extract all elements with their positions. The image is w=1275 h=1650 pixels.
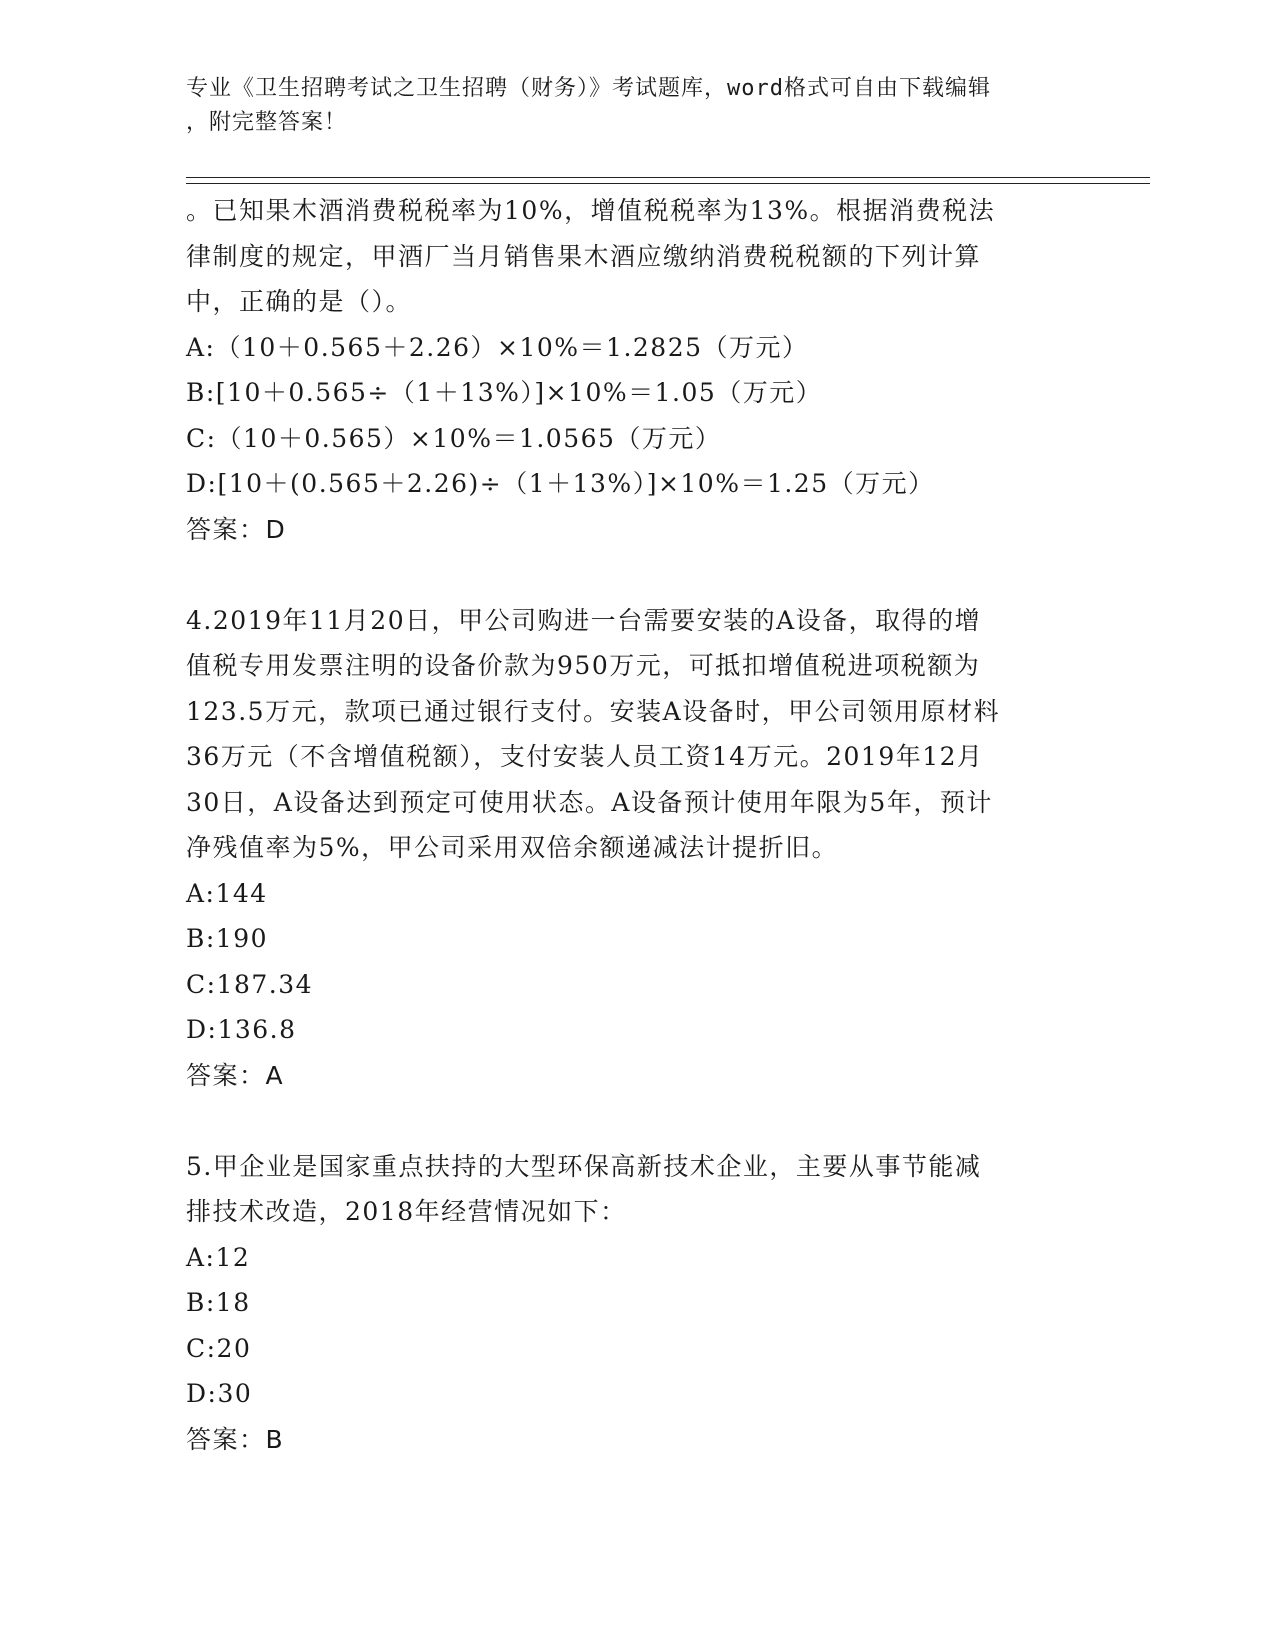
- question-text-line: 。已知果木酒消费税税率为10%，增值税税率为13%。根据消费税法: [186, 196, 996, 225]
- option-d: D:[10＋(0.565＋2.26)÷（1＋13%）]×10%＝1.25（万元）: [186, 469, 935, 498]
- option-a: A:144: [186, 878, 268, 908]
- question-text-line: 30日，A设备达到预定可使用状态。A设备预计使用年限为5年，预计: [186, 787, 993, 817]
- option-b: B:18: [186, 1288, 251, 1317]
- option-d: D:30: [186, 1379, 253, 1408]
- spacer: [186, 1098, 1086, 1144]
- option-b: B:190: [186, 924, 269, 953]
- header-line-1: 专业《卫生招聘考试之卫生招聘（财务）》考试题库，word格式可自由下载编辑: [186, 76, 991, 101]
- question-4: [186, 598, 1086, 1099]
- option-b: B:[10＋0.565÷（1＋13%）]×10%＝1.05（万元）: [186, 378, 823, 407]
- answer-label: 答案：A: [186, 1060, 285, 1090]
- spacer: [186, 552, 1086, 598]
- question-text-line: 净残值率为5%，甲公司采用双倍余额递减法计提折旧。: [186, 833, 839, 862]
- question-text-line: 值税专用发票注明的设备价款为950万元，可抵扣增值税进项税额为: [186, 651, 981, 680]
- question-3: [186, 188, 1086, 552]
- question-text-line: 123.5万元，款项已通过银行支付。安装A设备时，甲公司领用原材料: [186, 696, 1001, 726]
- answer-label: 答案：B: [186, 1424, 285, 1454]
- question-text-line: 律制度的规定，甲酒厂当月销售果木酒应缴纳消费税税额的下列计算: [186, 241, 982, 271]
- question-text-line: 5.甲企业是国家重点扶持的大型环保高新技术企业，主要从事节能减: [186, 1151, 982, 1181]
- option-d: D:136.8: [186, 1015, 297, 1044]
- option-a: A:12: [186, 1242, 251, 1272]
- option-a: A:（10＋0.565＋2.26）×10%＝1.2825（万元）: [186, 332, 809, 362]
- header-line-2: ，附完整答案！: [186, 110, 348, 135]
- option-c: C:187.34: [186, 969, 314, 999]
- answer-label: 答案：D: [186, 514, 287, 544]
- header-rule-top: [186, 177, 1150, 178]
- question-text-line: 4.2019年11月20日，甲公司购进一台需要安装的A设备，取得的增: [186, 605, 982, 635]
- question-text-line: 36万元（不含增值税额），支付安装人员工资14万元。2019年12月: [186, 742, 984, 771]
- question-5: [186, 1144, 1086, 1463]
- document-header: [186, 72, 1066, 140]
- question-text-line: 中，正确的是（）。: [186, 287, 413, 316]
- header-rule-bottom: [186, 183, 1150, 184]
- option-c: C:（10＋0.565）×10%＝1.0565（万元）: [186, 423, 722, 453]
- question-text-line: 排技术改造，2018年经营情况如下：: [186, 1197, 627, 1226]
- option-c: C:20: [186, 1333, 252, 1363]
- question-content: [186, 188, 1086, 1462]
